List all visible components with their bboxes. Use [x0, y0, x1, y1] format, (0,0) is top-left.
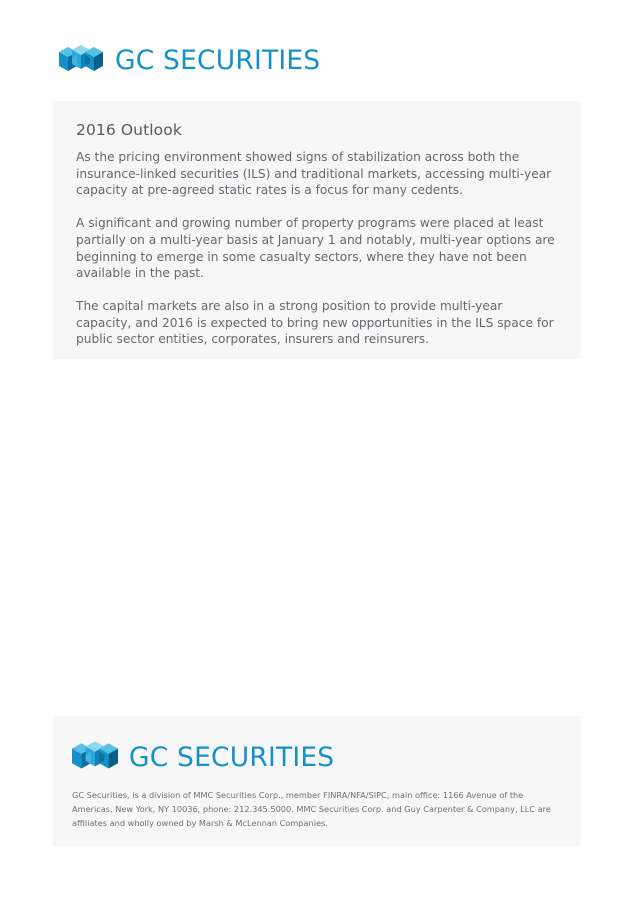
outlook-paragraph: A significant and growing number of property programs were placed at least partially on a multi-year basis at January 1 and notably, multi-year options are beginning to emerge in some casualty sectors, where they have not been available in the past. — [76, 216, 555, 281]
gc-cube-logo-icon — [59, 42, 103, 78]
gc-cube-logo-icon — [72, 738, 118, 776]
outlook-title: 2016 Outlook — [76, 121, 182, 139]
footer-logo — [72, 738, 334, 776]
header-logo — [59, 42, 320, 78]
footer-panel — [53, 716, 581, 846]
header-logo-text: GC SECURITIES — [115, 44, 321, 76]
outlook-panel — [53, 101, 581, 359]
outlook-paragraph: The capital markets are also in a strong position to provide multi-year capacity, and 2016 is expected to bring new opportunities in the ILS space for public sector entities, corporates, insurers and reinsurers. — [76, 298, 554, 347]
outlook-paragraph: As the pricing environment showed signs of stabilization across both the insurance-linked securities (ILS) and traditional markets, accessing multi-year capacity at pre-agreed static rates is a focus for many cedents. — [76, 150, 552, 198]
footer-logo-text: GC SECURITIES — [129, 741, 335, 773]
footer-disclaimer: GC Securities, is a division of MMC Securities Corp., member FINRA/NFA/SIPC, main office: 1166 Avenue of the Americas, New York, NY 10036, phone: 212.345.5000. MMC Securities Corp. and Guy Carpenter & Company, LLC are affiliates and wholly owned by Marsh & McLennan Companies. — [72, 790, 551, 828]
